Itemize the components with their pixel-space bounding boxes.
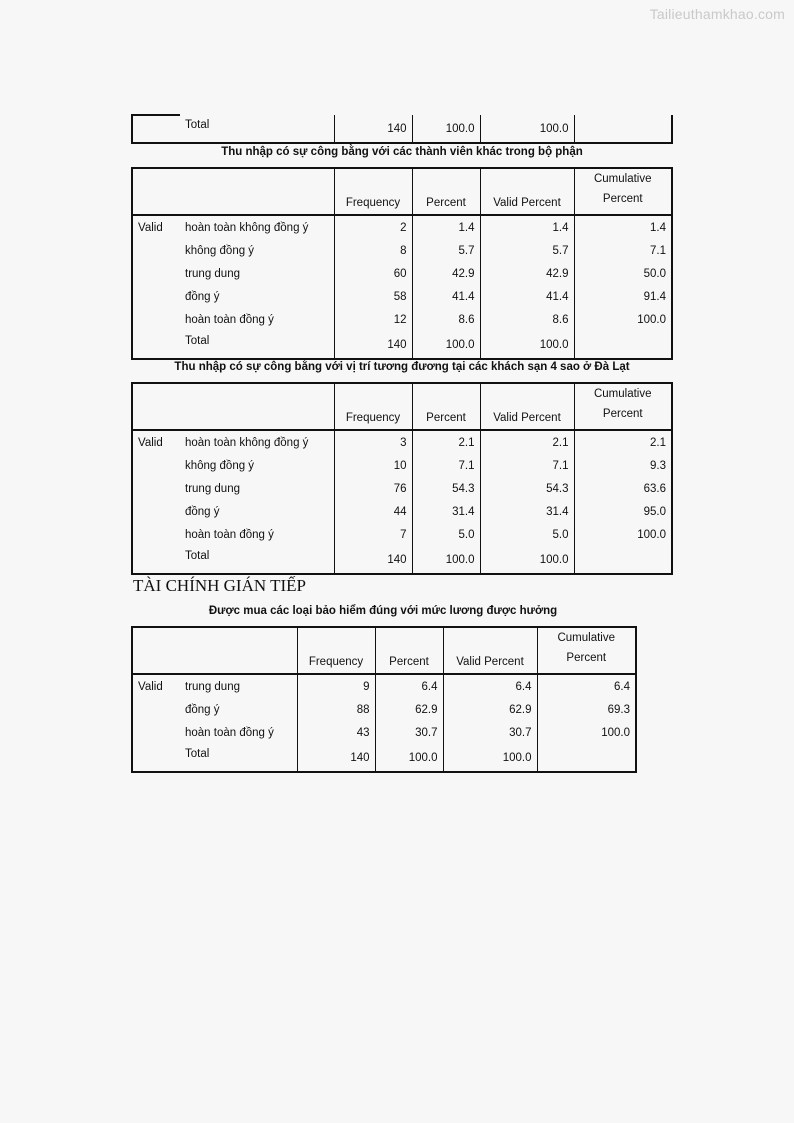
valid-label: [132, 454, 180, 477]
valid-label: [132, 698, 180, 721]
row-label: đồng ý: [185, 703, 220, 716]
table0-total-table: [131, 114, 673, 144]
row-valid-percent: 1.4: [480, 215, 574, 239]
row-percent: 7.1: [412, 454, 480, 477]
total-valid-percent: 100.0: [480, 115, 574, 143]
valid-label: Valid: [138, 680, 163, 693]
row-valid-percent: 2.1: [480, 430, 574, 454]
col-frequency: Frequency: [297, 627, 375, 674]
table0-tail: [131, 114, 673, 144]
table1-title: Thu nhập có sự công bằng với các thành viên khác trong bộ phận: [221, 146, 583, 158]
row-percent: 5.7: [412, 239, 480, 262]
total-frequency: 140: [334, 546, 412, 574]
row-percent: 41.4: [412, 285, 480, 308]
row-valid-percent: 31.4: [480, 500, 574, 523]
row-label: hoàn toàn đồng ý: [185, 528, 274, 541]
row-percent: 6.4: [375, 674, 443, 698]
table-row: [132, 430, 672, 454]
row-cumulative-percent: 1.4: [574, 215, 672, 239]
valid-label: [132, 721, 180, 744]
row-frequency: 9: [297, 674, 375, 698]
row-cumulative-percent: 7.1: [574, 239, 672, 262]
row-percent: 30.7: [375, 721, 443, 744]
row-cumulative-percent: 91.4: [574, 285, 672, 308]
total-label: Total: [185, 119, 210, 131]
table3-header-row: [132, 627, 636, 674]
row-frequency: 88: [297, 698, 375, 721]
table-row: [132, 721, 636, 744]
table3-title: Được mua các loại bảo hiểm đúng với mức lương được hưởng: [208, 605, 558, 617]
row-frequency: 10: [334, 454, 412, 477]
row-valid-percent: 5.0: [480, 523, 574, 546]
total-percent: 100.0: [375, 744, 443, 772]
row-frequency: 8: [334, 239, 412, 262]
row-frequency: 58: [334, 285, 412, 308]
table-row: [132, 215, 672, 239]
row-label: đồng ý: [185, 290, 220, 303]
table-row: [132, 477, 672, 500]
row-label: trung dung: [185, 267, 240, 280]
row-label: đồng ý: [185, 505, 220, 518]
total-valid-percent: 100.0: [443, 744, 537, 772]
table0-total-row: [132, 115, 672, 143]
row-label: hoàn toàn không đồng ý: [185, 436, 309, 449]
table2: [131, 382, 673, 575]
total-frequency: 140: [334, 331, 412, 359]
section-heading: TÀI CHÍNH GIÁN TIẾP: [133, 576, 306, 595]
total-valid-percent: 100.0: [480, 331, 574, 359]
row-valid-percent: 41.4: [480, 285, 574, 308]
table3: [131, 626, 637, 773]
row-percent: 31.4: [412, 500, 480, 523]
row-valid-percent: 62.9: [443, 698, 537, 721]
table-row: [132, 500, 672, 523]
row-cumulative-percent: 69.3: [537, 698, 636, 721]
row-valid-percent: 7.1: [480, 454, 574, 477]
total-label: Total: [185, 550, 210, 562]
row-frequency: 3: [334, 430, 412, 454]
col-cumulative-percent: Cumulative Percent: [574, 383, 672, 430]
table1: [131, 167, 673, 360]
row-cumulative-percent: 9.3: [574, 454, 672, 477]
col-cumulative-percent: Cumulative Percent: [574, 168, 672, 215]
table-row: [132, 308, 672, 331]
row-cumulative-percent: 100.0: [574, 308, 672, 331]
row-frequency: 43: [297, 721, 375, 744]
valid-label: [132, 308, 180, 331]
row-percent: 1.4: [412, 215, 480, 239]
col-valid-percent: Valid Percent: [480, 168, 574, 215]
row-percent: 5.0: [412, 523, 480, 546]
row-percent: 62.9: [375, 698, 443, 721]
row-percent: 42.9: [412, 262, 480, 285]
col-percent: Percent: [412, 168, 480, 215]
col-valid-percent: Valid Percent: [443, 627, 537, 674]
row-cumulative-percent: 100.0: [574, 523, 672, 546]
row-cumulative-percent: 50.0: [574, 262, 672, 285]
table-row: [132, 523, 672, 546]
row-label: trung dung: [185, 680, 240, 693]
valid-label: [132, 500, 180, 523]
table-row: [132, 454, 672, 477]
row-label: hoàn toàn không đồng ý: [185, 221, 309, 234]
col-percent: Percent: [375, 627, 443, 674]
valid-label: Valid: [138, 436, 163, 449]
row-label: trung dung: [185, 482, 240, 495]
col-percent: Percent: [412, 383, 480, 430]
col-frequency: Frequency: [334, 168, 412, 215]
row-valid-percent: 8.6: [480, 308, 574, 331]
row-valid-percent: 54.3: [480, 477, 574, 500]
table1-total-row: [132, 331, 672, 359]
col-cumulative-percent: Cumulative Percent: [537, 627, 636, 674]
row-frequency: 12: [334, 308, 412, 331]
row-label: không đồng ý: [185, 244, 255, 257]
table-row: [132, 285, 672, 308]
row-frequency: 7: [334, 523, 412, 546]
table2-title: Thu nhập có sự công bằng với vị trí tương đương tại các khách sạn 4 sao ở Đà Lạt: [174, 361, 630, 373]
valid-label: [132, 239, 180, 262]
row-frequency: 44: [334, 500, 412, 523]
table1-header-row: [132, 168, 672, 215]
row-frequency: 2: [334, 215, 412, 239]
table-row: [132, 674, 636, 698]
valid-label: [132, 477, 180, 500]
total-percent: 100.0: [412, 546, 480, 574]
row-valid-percent: 6.4: [443, 674, 537, 698]
total-percent: 100.0: [412, 331, 480, 359]
row-valid-percent: 5.7: [480, 239, 574, 262]
row-cumulative-percent: 6.4: [537, 674, 636, 698]
row-frequency: 60: [334, 262, 412, 285]
row-label: hoàn toàn đồng ý: [185, 726, 274, 739]
total-percent: 100.0: [412, 115, 480, 143]
row-frequency: 76: [334, 477, 412, 500]
total-valid-percent: 100.0: [480, 546, 574, 574]
row-cumulative-percent: 100.0: [537, 721, 636, 744]
valid-label: [132, 523, 180, 546]
table-row: [132, 262, 672, 285]
total-label: Total: [185, 335, 210, 347]
row-percent: 2.1: [412, 430, 480, 454]
col-frequency: Frequency: [334, 383, 412, 430]
table3-total-row: [132, 744, 636, 772]
watermark: Tailieuthamkhao.com: [649, 6, 785, 22]
table2-total-row: [132, 546, 672, 574]
total-frequency: 140: [334, 115, 412, 143]
row-cumulative-percent: 63.6: [574, 477, 672, 500]
row-cumulative-percent: 2.1: [574, 430, 672, 454]
row-percent: 8.6: [412, 308, 480, 331]
table-row: [132, 698, 636, 721]
row-valid-percent: 42.9: [480, 262, 574, 285]
table2-header-row: [132, 383, 672, 430]
row-valid-percent: 30.7: [443, 721, 537, 744]
col-valid-percent: Valid Percent: [480, 383, 574, 430]
row-percent: 54.3: [412, 477, 480, 500]
valid-label: Valid: [138, 221, 163, 234]
valid-label: [132, 262, 180, 285]
valid-label: [132, 285, 180, 308]
row-label: không đồng ý: [185, 459, 255, 472]
total-label: Total: [185, 748, 210, 760]
table-row: [132, 239, 672, 262]
row-label: hoàn toàn đồng ý: [185, 313, 274, 326]
row-cumulative-percent: 95.0: [574, 500, 672, 523]
total-frequency: 140: [297, 744, 375, 772]
